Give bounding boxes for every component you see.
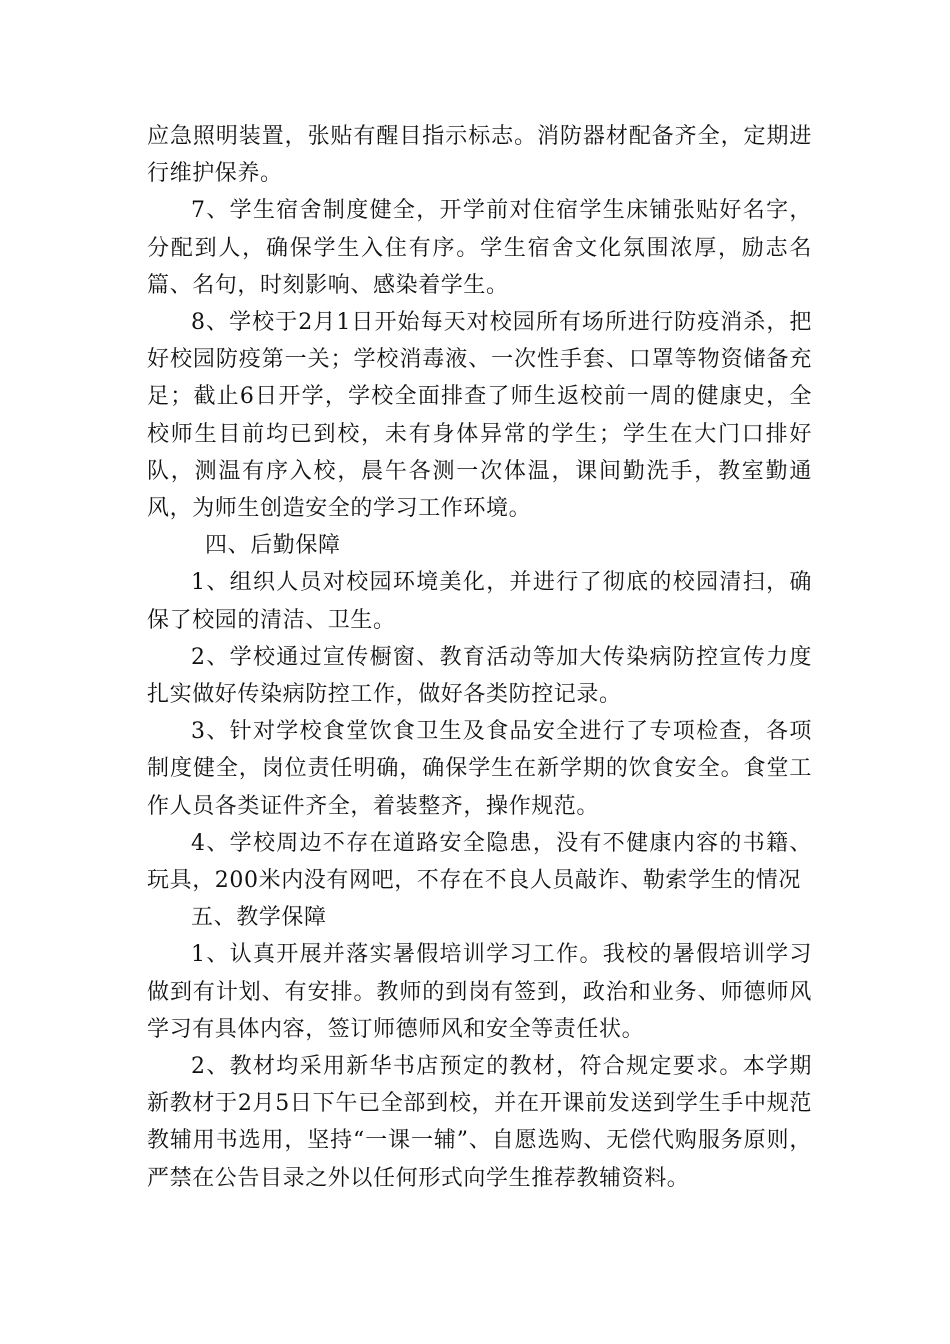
paragraph-emergency-lighting: 应急照明装置，张贴有醒目指示标志。消防器材配备齐全，定期进行维护保养。: [147, 124, 812, 187]
paragraph-item-8-epidemic-prevention: 8、学校于2月1日开始每天对校园所有场所进行防疫消杀，把好校园防疫第一关；学校消毒液、一次性手套、口罩等物资储备充足；截止6日开学，学校全面排查了师生返校前一周的健康史，全校师生目前均已到校，未有身体异常的学生；学生在大门口排好队，测温有序入校，晨午各测一次体温，课间勤洗手，教室勤通风，为师生创造安全的学习工作环境。: [147, 310, 812, 522]
paragraph-logistics-item-4: 4、学校周边不存在道路安全隐患，没有不健康内容的书籍、玩具，200米内没有网吧，不存在不良人员敲诈、勒索学生的情况: [147, 830, 812, 894]
paragraph-teaching-item-1: 1、认真开展并落实暑假培训学习工作。我校的暑假培训学习做到有计划、有安排。教师的到岗有签到，政治和业务、师德师风学习有具体内容，签订师德师风和安全等责任状。: [147, 942, 812, 1042]
paragraph-item-7-dormitory: 7、学生宿舍制度健全，开学前对住宿学生床铺张贴好名字，分配到人，确保学生入住有序。学生宿舍文化氛围浓厚，励志名篇、名句，时刻影响、感染着学生。: [147, 198, 812, 298]
paragraph-logistics-item-1: 1、组织人员对校园环境美化，并进行了彻底的校园清扫，确保了校园的清洁、卫生。: [147, 570, 812, 633]
paragraph-teaching-item-2: 2、教材均采用新华书店预定的教材，符合规定要求。本学期新教材于2月5日下午已全部到校，并在开课前发送到学生手中规范教辅用书选用，坚持“一课一辅”、自愿选购、无偿代购服务原则，严禁在公告目录之外以任何形式向学生推荐教辅资料。: [147, 1054, 812, 1191]
section-heading-teaching: 五、教学保障: [191, 905, 327, 931]
section-heading-logistics: 四、后勤保障: [205, 533, 341, 559]
paragraph-logistics-item-3: 3、针对学校食堂饮食卫生及食品安全进行了专项检查，各项制度健全，岗位责任明确，确保学生在新学期的饮食安全。食堂工作人员各类证件齐全，着装整齐，操作规范。: [147, 719, 812, 819]
document-body: [147, 118, 812, 1197]
paragraph-logistics-item-2: 2、学校通过宣传橱窗、教育活动等加大传染病防控宣传力度扎实做好传染病防控工作，做好各类防控记录。: [147, 644, 812, 708]
